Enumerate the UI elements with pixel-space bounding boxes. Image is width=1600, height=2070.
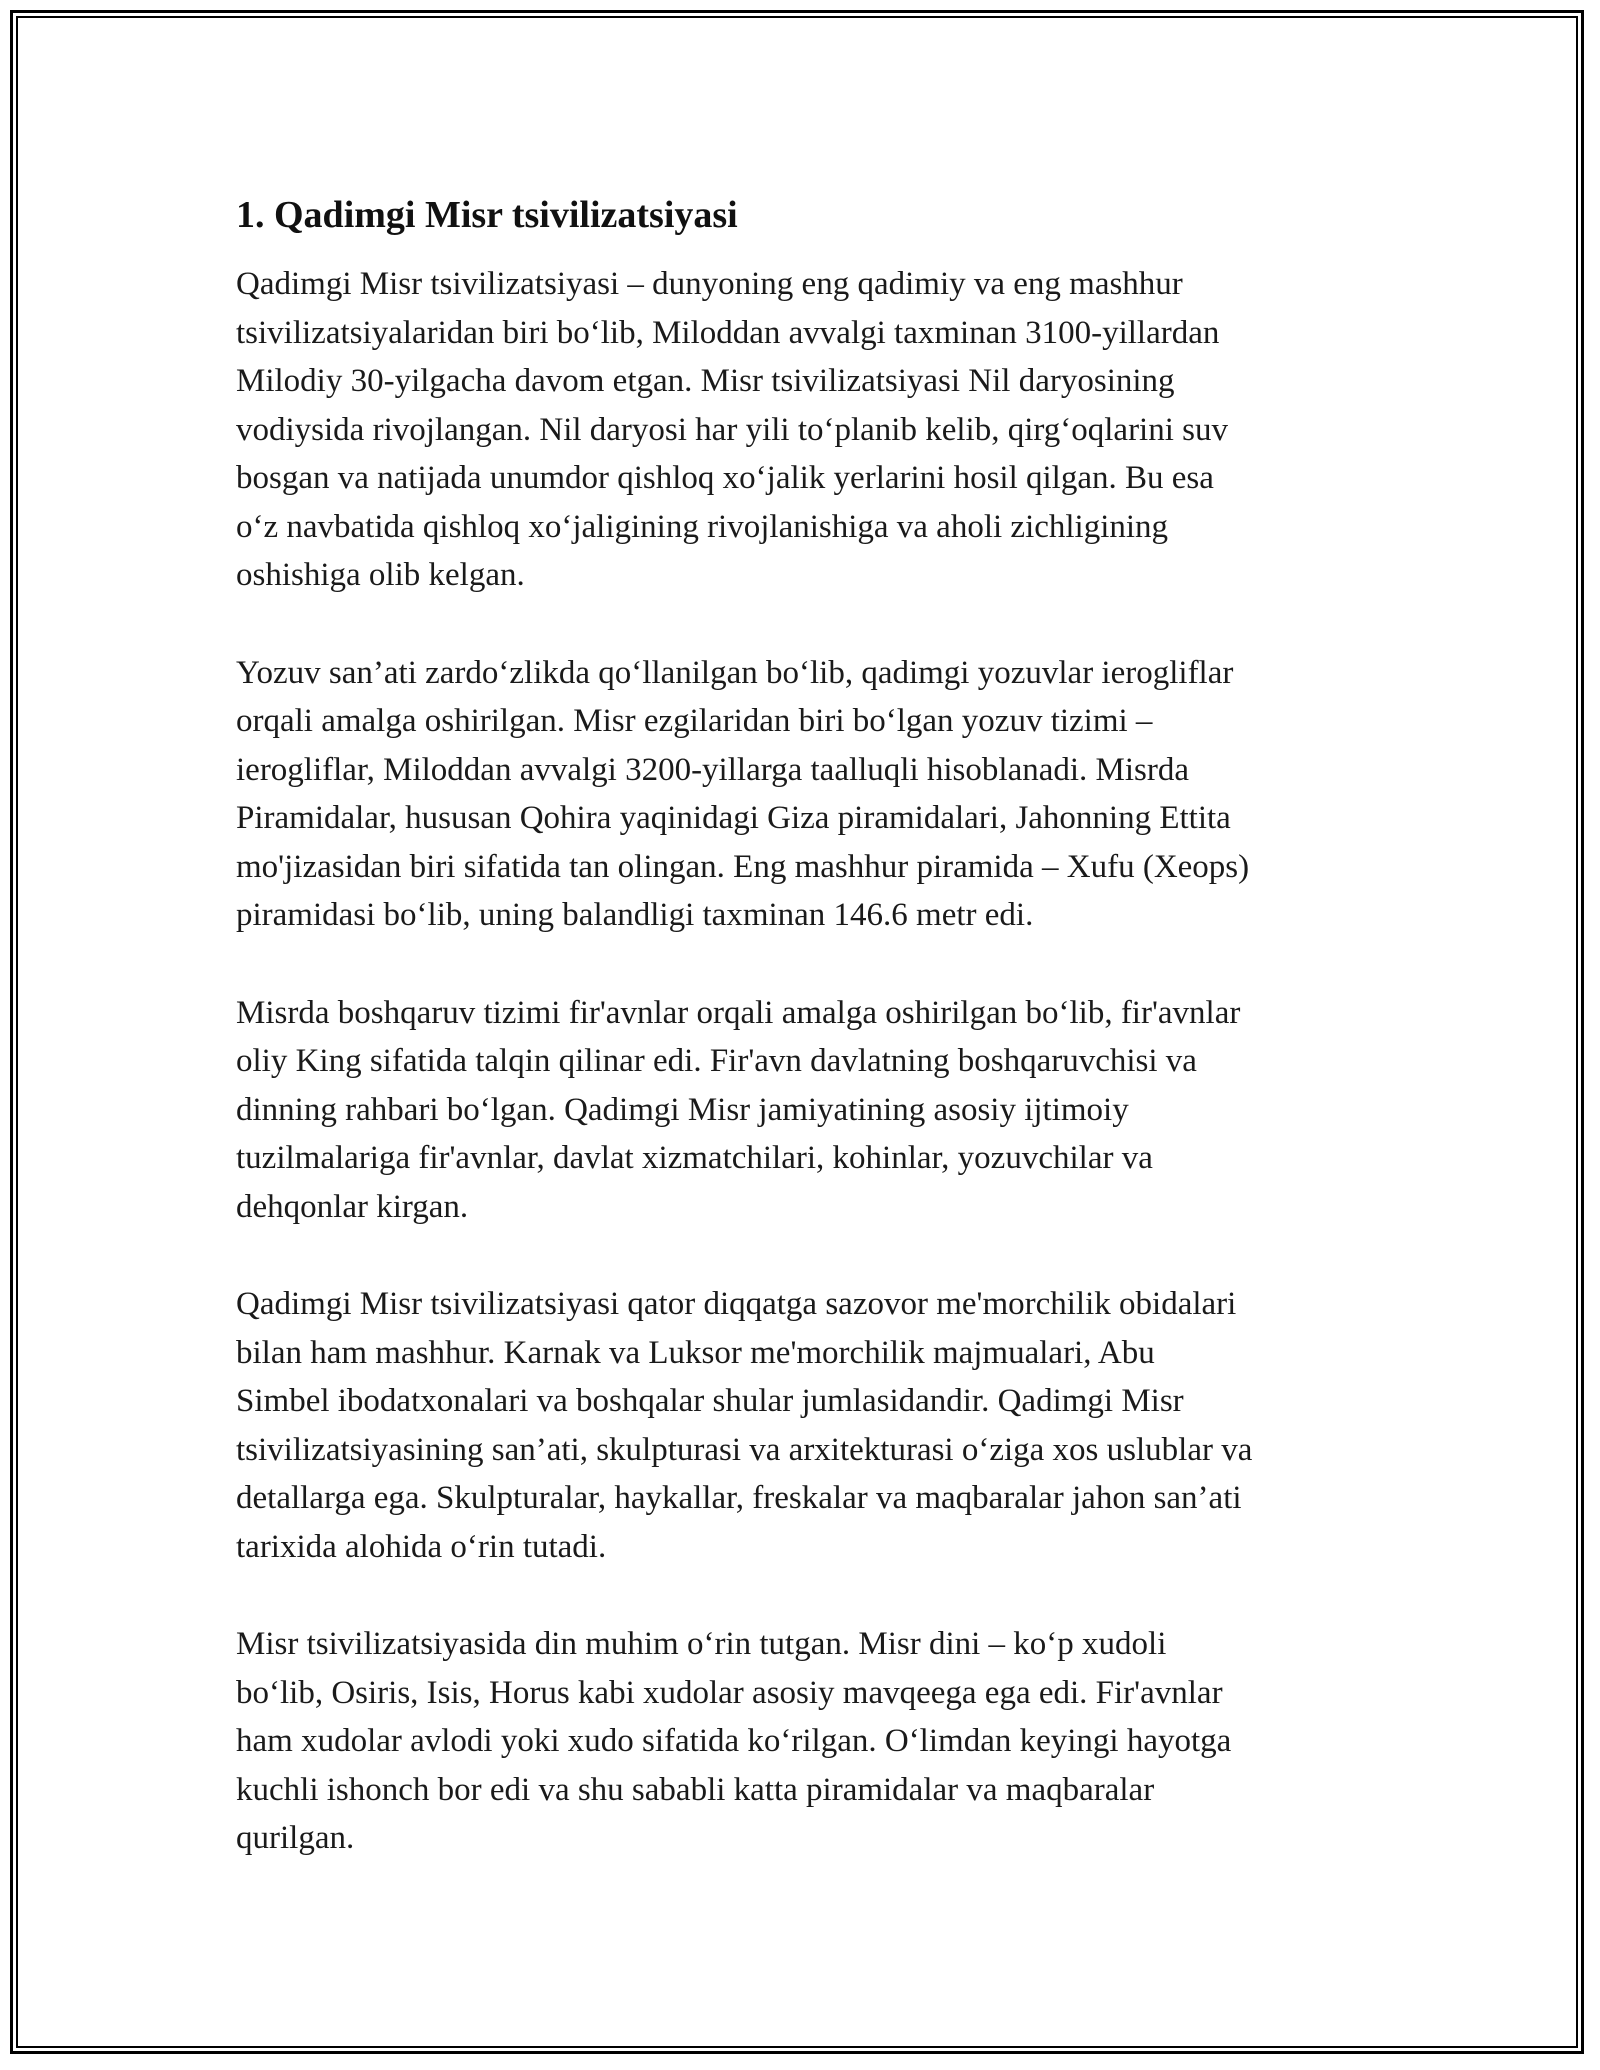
paragraph-line: detallarga ega. Skulpturalar, haykallar, freskalar va maqbaralar jahon san’ati <box>236 1480 1242 1516</box>
paragraph-line: tsivilizatsiyasining san’ati, skulpturasi va arxitekturasi o‘ziga xos uslublar va <box>236 1431 1253 1468</box>
paragraph-line: dehqonlar kirgan. <box>236 1188 469 1225</box>
paragraph-line: Piramidalar, hususan Qohira yaqinidagi Giza piramidalari, Jahonning Ettita <box>236 800 1231 836</box>
paragraph-line: ham xudolar avlodi yoki xudo sifatida ko‘rilgan. O‘limdan keyingi hayotga <box>236 1723 1232 1759</box>
paragraphs-container <box>236 260 1386 1863</box>
paragraph-line: oliy King sifatida talqin qilinar edi. Fir'avn davlatning boshqaruvchisi va <box>236 1043 1197 1079</box>
paragraph-line: Qadimgi Misr tsivilizatsiyasi qator diqqatga sazovor me'morchilik obidalari <box>236 1286 1237 1322</box>
paragraph-line: Yozuv san’ati zardo‘zlikda qo‘llanilgan bo‘lib, qadimgi yozuvlar ierogliflar <box>236 654 1234 691</box>
section-heading: 1. Qadimgi Misr tsivilizatsiyasi <box>236 194 738 236</box>
paragraph-4 <box>236 1280 1386 1571</box>
paragraph-line: tsivilizatsiyalaridan biri bo‘lib, Miloddan avvalgi taxminan 3100-yillardan <box>236 314 1220 351</box>
paragraph-line: mo'jizasidan biri sifatida tan olingan. Eng mashhur piramida – Xufu (Xeops) <box>236 848 1250 885</box>
paragraph-3 <box>236 989 1386 1232</box>
paragraph-line: Milodiy 30-yilgacha davom etgan. Misr tsivilizatsiyasi Nil daryosining <box>236 363 1175 399</box>
paragraph-line: tarixida alohida o‘rin tutadi. <box>236 1528 607 1565</box>
paragraph-line: orqali amalga oshirilgan. Misr ezgilaridan biri bo‘lgan yozuv tizimi – <box>236 703 1153 739</box>
paragraph-line: Misrda boshqaruv tizimi fir'avnlar orqali amalga oshirilgan bo‘lib, fir'avnlar <box>236 994 1241 1031</box>
paragraph-line: vodiysida rivojlangan. Nil daryosi har yili to‘planib kelib, qirg‘oqlarini suv <box>236 411 1228 448</box>
paragraph-line: piramidasi bo‘lib, uning balandligi taxminan 146.6 metr edi. <box>236 897 1034 933</box>
document-body <box>236 192 1386 1912</box>
paragraph-line: qurilgan. <box>236 1820 355 1856</box>
paragraph-line: tuzilmalariga fir'avnlar, davlat xizmatchilari, kohinlar, yozuvchilar va <box>236 1140 1153 1176</box>
paragraph-line: dinning rahbari bo‘lgan. Qadimgi Misr jamiyatining asosiy ijtimoiy <box>236 1091 1129 1128</box>
paragraph-line: bo‘lib, Osiris, Isis, Horus kabi xudolar asosiy mavqeega ega edi. Fir'avnlar <box>236 1674 1223 1711</box>
paragraph-line: bilan ham mashhur. Karnak va Luksor me'morchilik majmualari, Abu <box>236 1334 1155 1371</box>
paragraph-line: ierogliflar, Miloddan avvalgi 3200-yillarga taalluqli hisoblanadi. Misrda <box>236 751 1190 788</box>
paragraph-line: Misr tsivilizatsiyasida din muhim o‘rin tutgan. Misr dini – ko‘p xudoli <box>236 1626 1167 1662</box>
paragraph-line: bosgan va natijada unumdor qishloq xo‘jalik yerlarini hosil qilgan. Bu esa <box>236 460 1214 496</box>
paragraph-5 <box>236 1620 1386 1863</box>
paragraph-2 <box>236 649 1386 940</box>
paragraph-line: oshishiga olib kelgan. <box>236 557 525 593</box>
paragraph-line: o‘z navbatida qishloq xo‘jaligining rivojlanishiga va aholi zichligining <box>236 508 1169 545</box>
paragraph-1 <box>236 260 1386 600</box>
paragraph-line: kuchli ishonch bor edi va shu sababli katta piramidalar va maqbaralar <box>236 1771 1155 1808</box>
paragraph-line: Simbel ibodatxonalari va boshqalar shular jumlasidandir. Qadimgi Misr <box>236 1383 1184 1419</box>
paragraph-line: Qadimgi Misr tsivilizatsiyasi – dunyoning eng qadimiy va eng mashhur <box>236 266 1183 302</box>
